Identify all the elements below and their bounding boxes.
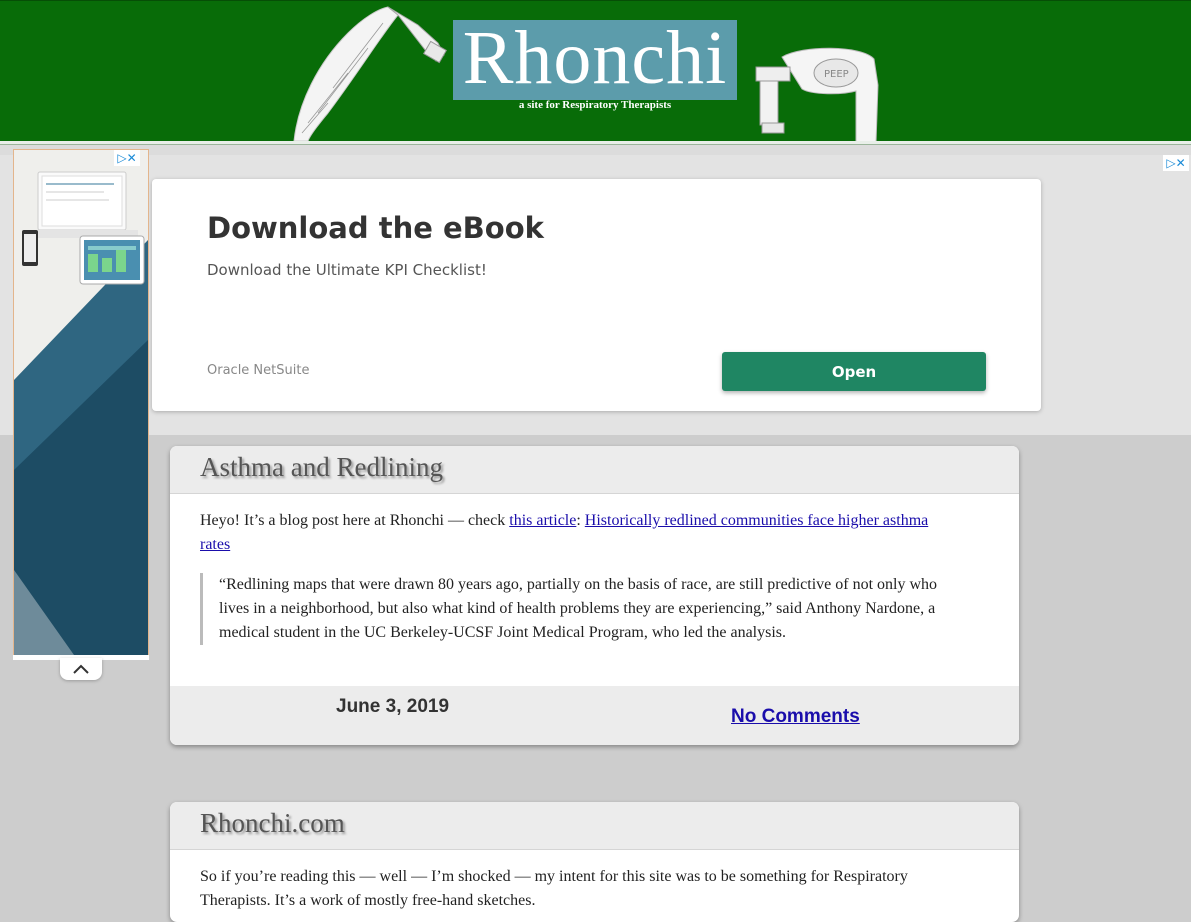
- post-date: June 3, 2019: [336, 696, 450, 717]
- post-intro-text: Heyo! It’s a blog post here at Rhonchi — check: [200, 512, 506, 529]
- ad-subtext: Download the Ultimate KPI Checklist!: [207, 261, 487, 279]
- post-intro: So if you’re reading this — well — I’m shocked — my intent for this site was to be something for Respiratory Therapists. It’s a work of mostly free-hand sketches.: [200, 868, 908, 909]
- blockquote: “Redlining maps that were drawn 80 years ago, partially on the basis of race, are still predictive of not only who lives in a neighborhood, but also what kind of health problems they are experiencing,” said Anthony Nardone, a medical student in the UC Berkeley-UCSF Joint Medical Program, who led the analysis.: [200, 573, 959, 645]
- post-intro: [200, 509, 960, 557]
- site-logo[interactable]: Rhonchi: [453, 20, 737, 100]
- ad-advertiser: Oracle NetSuite: [207, 363, 310, 378]
- blog-post: [170, 446, 1019, 745]
- svg-text:PEEP: PEEP: [824, 69, 849, 80]
- redlining-article-link[interactable]: Historically redlined communities face higher asthma rates: [200, 512, 929, 553]
- chevron-up-icon: [72, 663, 90, 675]
- resuscitator-bag-sketch: [288, 3, 448, 143]
- side-ad[interactable]: [13, 149, 149, 656]
- ad-card[interactable]: [152, 179, 1041, 411]
- site-tagline: a site for Respiratory Therapists: [518, 99, 672, 111]
- peep-valve-sketch: [752, 45, 882, 143]
- side-ad-image: [14, 150, 148, 655]
- post-title[interactable]: Rhonchi.com: [200, 808, 345, 838]
- article-link[interactable]: this article: [509, 512, 577, 529]
- ad-headline[interactable]: Download the eBook: [207, 211, 544, 245]
- post-footer: [170, 686, 1019, 745]
- header-spacer: [0, 145, 1191, 155]
- post-title[interactable]: Asthma and Redlining: [200, 452, 443, 482]
- ad-open-button[interactable]: Open: [722, 352, 986, 391]
- side-adchoices-icon[interactable]: ▷✕: [114, 150, 140, 166]
- collapse-ad-button[interactable]: [60, 658, 102, 680]
- blog-post: [170, 802, 1019, 922]
- comments-link[interactable]: No Comments: [731, 706, 860, 727]
- site-header: [0, 0, 1191, 142]
- adchoices-icon[interactable]: ▷✕: [1163, 155, 1189, 171]
- link-separator: :: [576, 512, 581, 529]
